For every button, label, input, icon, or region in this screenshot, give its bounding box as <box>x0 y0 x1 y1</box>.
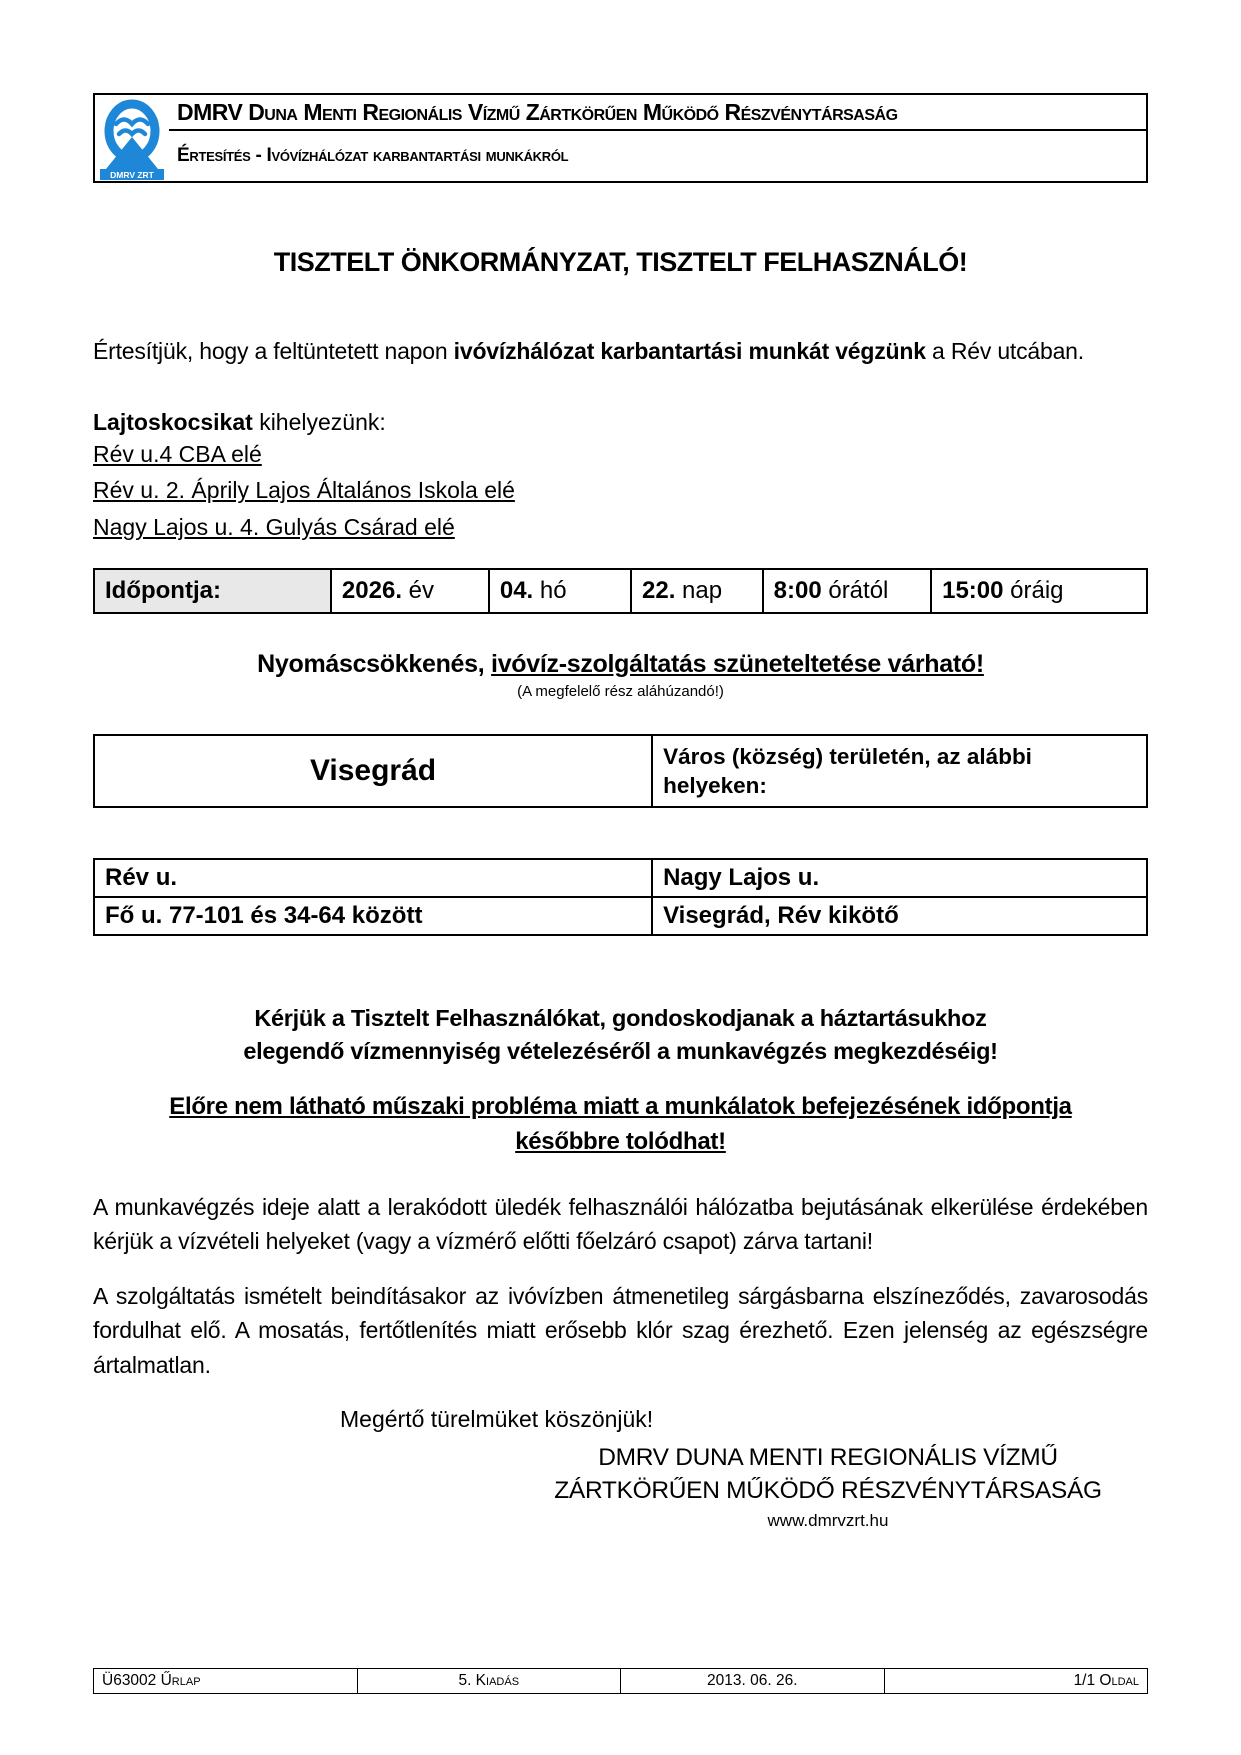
sediment-paragraph: A munkavégzés ideje alatt a lerakódott üledék felhasználói hálózatba bejutásának elkerülése érdekében kérjük a vízvételi helyeket (vagy a vízmérő előtti főelzáró csapot) zárva tartani! <box>93 1193 1148 1255</box>
company-logo <box>95 95 169 181</box>
website-url: www.dmrvzrt.hu <box>767 1511 889 1531</box>
closing-line: Megértő türelmüket köszönjük! <box>340 1406 654 1433</box>
delay-line-2: későbbre tolódhat! <box>515 1127 726 1155</box>
intro-text-end: a Rév utcában. <box>932 338 1084 364</box>
footer-row <box>94 1669 1148 1694</box>
tanker-location-2: Rév u. 2. Áprily Lajos Általános Iskola elé <box>93 477 515 504</box>
schedule-year-value: 2026. <box>341 576 402 604</box>
area-row <box>94 735 1147 808</box>
tanker-location-3: Nagy Lajos u. 4. Gulyás Csárad elé <box>93 514 455 541</box>
schedule-end-time <box>931 569 1147 613</box>
footer-edition: 5. Kiadás <box>357 1669 621 1694</box>
tanker-lead <box>93 409 1148 436</box>
delay-notice <box>93 1090 1148 1160</box>
warning-line <box>93 650 1148 679</box>
intro-text-bold: ivóvízhálózat karbantartási munkát végzünk <box>453 338 926 364</box>
schedule-year <box>331 569 489 613</box>
schedule-month-value: 04. <box>499 576 534 604</box>
schedule-day-unit: nap <box>682 576 723 604</box>
street-cell-2: Nagy Lajos u. <box>652 859 1147 897</box>
schedule-month <box>489 569 631 613</box>
page-title: TISZTELT ÖNKORMÁNYZAT, TISZTELT FELHASZNÁLÓ! <box>273 247 968 277</box>
schedule-table <box>93 568 1148 614</box>
signature-block <box>518 1441 1138 1531</box>
streets-row-2 <box>94 897 1147 935</box>
notice-line-1: Kérjük a Tisztelt Felhasználókat, gondoskodjanak a háztartásukhoz <box>254 1005 987 1032</box>
company-name: DMRV Duna Menti Regionális Vízmű Zártkörűen Működő Részvénytársaság <box>169 95 1146 131</box>
schedule-year-unit: év <box>408 576 435 604</box>
footer-table <box>93 1668 1148 1694</box>
svg-text:DMRV ZRT: DMRV ZRT <box>110 170 154 180</box>
footer-form-id: Ü63002 Űrlap <box>94 1669 358 1694</box>
tanker-lead-bold: Lajtoskocsikat <box>93 408 253 435</box>
signature-line-2: ZÁRTKÖRŰEN MŰKÖDŐ RÉSZVÉNYTÁRSASÁG <box>554 1477 1102 1505</box>
warning-note: (A megfelelő rész aláhúzandó!) <box>517 682 724 700</box>
streets-table <box>93 858 1148 936</box>
area-city: Visegrád <box>94 735 652 808</box>
footer-date: 2013. 06. 26. <box>621 1669 885 1694</box>
schedule-start-time <box>763 569 931 613</box>
tanker-location-1: Rév u.4 CBA elé <box>93 440 262 467</box>
intro-paragraph <box>93 334 1148 369</box>
header <box>93 93 1148 183</box>
document-subtitle: Értesítés - Ivóvízhálózat karbantartási munkákról <box>177 145 569 166</box>
signature-line-1: DMRV DUNA MENTI REGIONÁLIS VÍZMŰ <box>598 1444 1058 1472</box>
schedule-end-value: 15:00 <box>942 576 1004 604</box>
street-cell-4: Visegrád, Rév kikötő <box>652 897 1147 935</box>
schedule-day <box>631 569 763 613</box>
header-text <box>169 95 1146 181</box>
water-storage-notice <box>93 1002 1148 1068</box>
area-table <box>93 734 1148 809</box>
notice-line-2: elegendő vízmennyiség vételezéséről a munkavégzés megkezdéséig! <box>243 1038 998 1065</box>
street-cell-1: Rév u. <box>94 859 652 897</box>
footer-page-number: 1/1 Oldal <box>884 1669 1148 1694</box>
schedule-end-unit: óráig <box>1010 576 1064 604</box>
footer <box>93 1668 1148 1694</box>
warning-underlined: ivóvíz-szolgáltatás szüneteltetése várható! <box>491 649 984 678</box>
delay-line-1: Előre nem látható műszaki probléma miatt a munkálatok befejezésének időpontja <box>169 1093 1072 1121</box>
discoloration-paragraph: A szolgáltatás ismételt beindításakor az ivóvízben átmenetileg sárgásbarna elszíneződés, zavarosodás fordulhat elő. A mosatás, fertőtlenítés miatt erősebb klór szag érezhető. Ezen jelenség az egészségre ártalmatlan. <box>93 1282 1148 1378</box>
tanker-lead-rest: kihelyezünk: <box>259 408 386 435</box>
area-label: Város (község) területén, az alábbi helyeken: <box>652 735 1147 808</box>
street-cell-3: Fő u. 77-101 és 34-64 között <box>94 897 652 935</box>
warning-plain: Nyomáscsökkenés, <box>257 649 485 678</box>
streets-row-1 <box>94 859 1147 897</box>
schedule-label: Időpontja: <box>94 569 331 613</box>
intro-text-start: Értesítjük, hogy a feltüntetett napon <box>93 338 448 364</box>
schedule-row <box>94 569 1147 613</box>
dmrv-logo-icon <box>100 96 164 180</box>
schedule-day-value: 22. <box>642 576 676 604</box>
schedule-month-unit: hó <box>539 576 567 604</box>
schedule-start-unit: órától <box>828 576 889 604</box>
schedule-start-value: 8:00 <box>773 576 822 604</box>
